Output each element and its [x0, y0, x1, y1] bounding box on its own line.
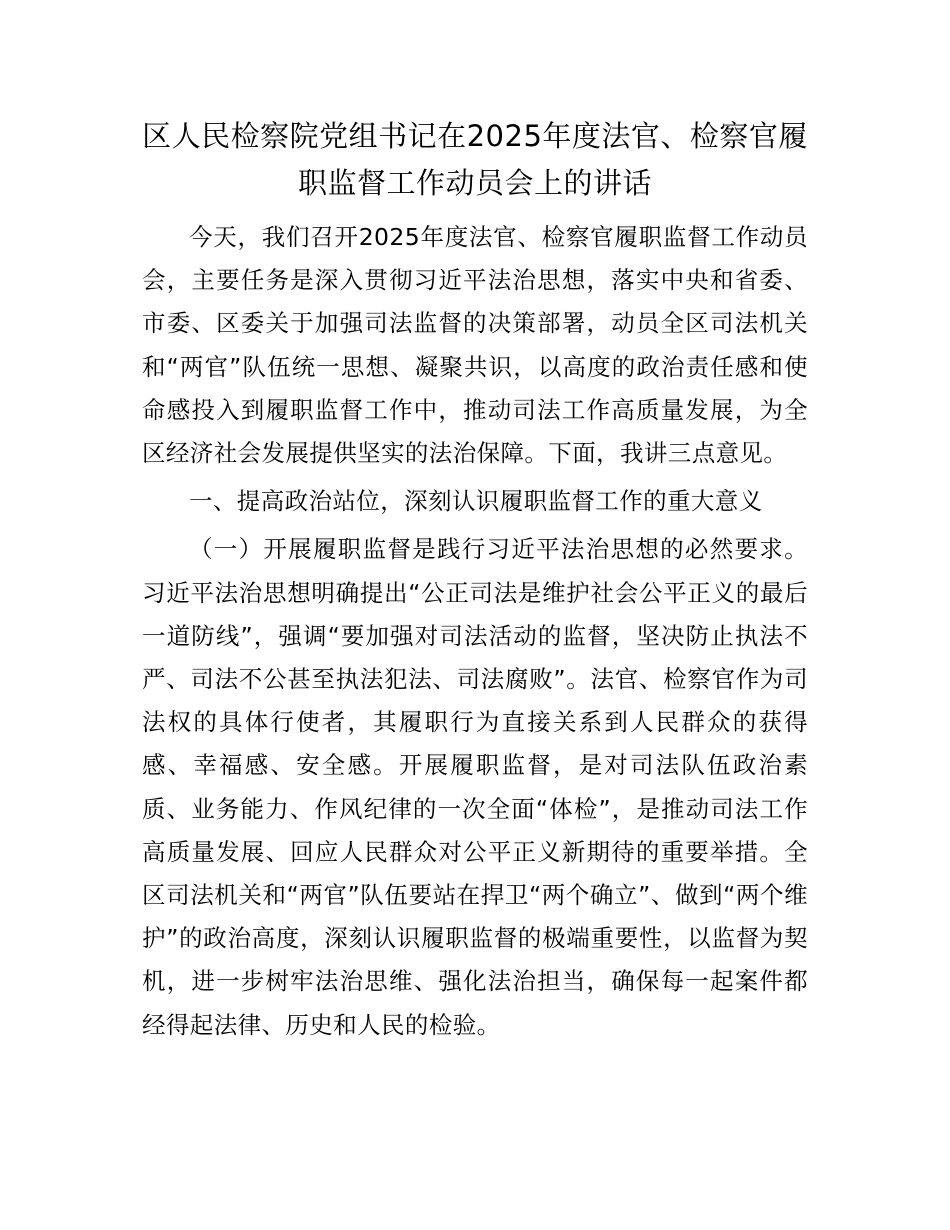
document-title: 区人民检察院党组书记在2025年度法官、检察官履职监督工作动员会上的讲话: [142, 119, 808, 200]
document-body: [142, 216, 808, 1047]
paragraph-intro: 今天，我们召开2025年度法官、检察官履职监督工作动员会，主要任务是深入贯彻习近平法治思想，落实中央和省委、市委、区委关于加强司法监督的决策部署，动员全区司法机关和“两官”队伍统一思想、凝聚共识，以高度的政治责任感和使命感投入到履职监督工作中，推动司法工作高质量发展，为全区经济社会发展提供坚实的法治保障。下面，我讲三点意见。: [142, 223, 808, 468]
section-heading-1: 一、提高政治站位，深刻认识履职监督工作的重大意义: [189, 487, 763, 516]
paragraph-subsection-1: （一）开展履职监督是践行习近平法治思想的必然要求。习近平法治思想明确提出“公正司法是维护社会公平正义的最后一道防线”，强调“要加强对司法活动的监督，坚决防止执法不严、司法不公甚至执法犯法、司法腐败”。法官、检察官作为司法权的具体行使者，其履职行为直接关系到人民群众的获得感、幸福感、安全感。开展履职监督，是对司法队伍政治素质、业务能力、作风纪律的一次全面“体检”，是推动司法工作高质量发展、回应人民群众对公平正义新期待的重要举措。全区司法机关和“两官”队伍要站在捍卫“两个确立”、做到“两个维护”的政治高度，深刻认识履职监督的极端重要性，以监督为契机，进一步树牢法治思维、强化法治担当，确保每一起案件都经得起法律、历史和人民的检验。: [142, 535, 808, 1039]
